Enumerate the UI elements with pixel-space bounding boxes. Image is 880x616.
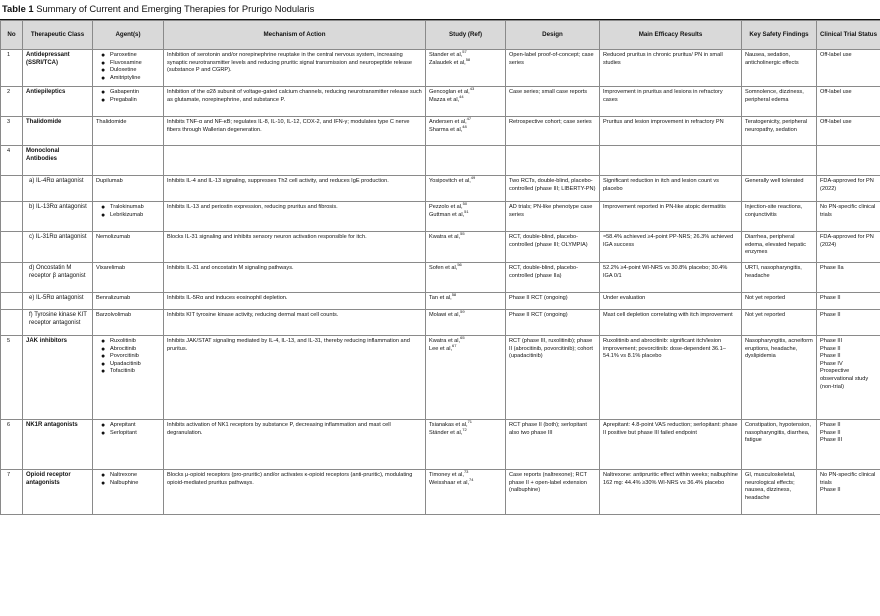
header-study: Study (Ref) [426,21,506,50]
reference-number: 49 [470,175,476,181]
status-line: Phase II [820,429,841,436]
agents-cell [93,470,164,515]
agent-name: Gabapentin [110,89,139,95]
agent-item [101,338,160,346]
design: Case series; small case reports [506,87,600,117]
empty-cell [506,146,600,176]
reference-number: 58 [465,56,471,62]
design: Open-label proof-of-concept; case series [506,50,600,87]
mechanism-of-action: Inhibits IL-5Rα and induces eosinophil depletion. [164,293,426,310]
efficacy-results: Mast cell depletion correlating with itch improvement [600,310,742,336]
agent-name: Paroxetine [110,52,137,58]
agents-list [96,472,160,487]
study-author: Weisshaar et al, [429,479,470,486]
study-author: Ständer et al, [429,429,463,436]
agents-list [96,89,160,104]
reference-number: 43 [469,86,475,92]
safety-findings: Diarrhea, peripheral edema, elevated hepatic enzymes [742,232,817,263]
study-reference [429,123,502,135]
header-agents: Agent(s) [93,21,164,50]
design: RCT, double-blind, placebo-controlled (phase III; OLYMPIA) [506,232,600,263]
therapeutic-class: Opioid receptor antagonists [23,470,93,515]
header-efficacy: Main Efficacy Results [600,21,742,50]
study-reference [429,292,502,303]
header-status: Clinical Trial Status [817,21,880,50]
agent-item [101,67,160,75]
mechanism-of-action: Inhibition of the α2δ subunit of voltage-gated calcium channels, reducing neurotransmitter release such as glutamate, norepinephrine, and substance P. [164,87,426,117]
efficacy-results: 52.2% ≥4-point WI-NRS vs 30.8% placebo; 30.4% IGA 0/1 [600,263,742,293]
row-number: 1 [1,50,23,87]
agent-name: Abrocitinib [110,345,137,352]
safety-findings: Nasopharyngitis, acneiform eruptions, headache, dyslipidemia [742,336,817,420]
bullet-icon: ● [101,353,106,361]
mechanism-of-action: Inhibits IL-31 and oncostatin M signaling pathways. [164,263,426,293]
trial-status: Phase II [817,310,880,336]
therapeutic-class: a) IL-4Rα antagonist [23,176,93,202]
design: RCT phase II (both); serlopitant also two phase III [506,420,600,470]
study-author: Timoney et al, [429,472,464,478]
agent-item [101,360,160,369]
study-reference [429,342,502,354]
header-row [1,21,880,50]
trial-status: Off-label use [817,87,880,117]
row-number [1,263,23,293]
row-number [1,202,23,232]
therapies-table [0,20,880,515]
study-ref [426,87,506,117]
reference-number: 51 [464,208,469,214]
bullet-icon: ● [101,74,106,82]
safety-findings: Generally well tolerated [742,176,817,202]
reference-number: 50 [462,201,468,207]
row-number [1,310,23,336]
study-reference [429,476,502,488]
efficacy-results: Ruxolitinib and abrocitinib: significant itch/lesion improvement; povorcitinib: dose-dependent 36.1–54.1% vs 8.1% placebo [600,336,742,420]
trial-status: Off-label use [817,117,880,146]
study-author: Sofen et al, [429,265,458,271]
mechanism-of-action: Inhibition of serotonin and/or norepinephrine reuptake in the central nervous system, increasing synaptic neurotransmitter levels and reducing pruritic signal transmission and neuropeptide release (substance P and CGRP). [164,50,426,87]
agent-name: Duloxetine [110,67,137,74]
reference-number: 56 [457,262,462,268]
caption-label: Table 1 [2,3,34,14]
agent-name: Tofacitinib [110,368,135,375]
study-ref [426,263,506,293]
bullet-icon: ● [101,52,106,59]
efficacy-results: Reduced pruritus in chronic pruritus/ PN in small studies [600,50,742,87]
efficacy-results: Significant reduction in itch and lesion count vs placebo [600,176,742,202]
study-ref [426,336,506,420]
agent-name: Naltrexone [110,472,138,478]
reference-number: 74 [469,476,474,482]
agent-item [101,353,160,361]
agents-cell: Benralizumab [93,293,164,310]
study-reference [429,86,502,97]
agents-cell [93,50,164,87]
status-line: Phase II [820,487,841,494]
table-row [1,470,880,515]
efficacy-results: ≈58.4% achieved ≥4-point PP-NRS; 26.3% achieved IGA success [600,232,742,263]
bullet-icon: ● [101,211,106,219]
table-row [1,202,880,232]
reference-number: 57 [462,49,467,55]
safety-findings: Constipation, hypotension, nasopharyngitis, diarrhea, fatigue [742,420,817,470]
trial-status [817,420,880,470]
trial-status: No PN-specific clinical trials [817,202,880,232]
mechanism-of-action: Inhibits IL-4 and IL-13 signaling, suppresses Th2 cell activity, and reduces IgE production. [164,176,426,202]
study-ref [426,117,506,146]
safety-findings: Not yet reported [742,293,817,310]
row-number: 3 [1,117,23,146]
agent-name: Tralokinumab [110,204,144,210]
status-line: Phase III [820,437,843,444]
study-author: Zalaudek et al, [429,59,466,66]
therapeutic-class: d) Oncostatin M receptor β antagonist [23,263,93,293]
agent-item [101,472,160,480]
mechanism-of-action: Inhibits KIT tyrosine kinase activity, reducing dermal mast cell counts. [164,310,426,336]
agent-item [101,211,160,220]
bullet-icon: ● [101,67,106,75]
therapeutic-class: e) IL-5Rα antagonist [23,293,93,310]
study-reference [429,262,502,273]
safety-findings: Somnolence, dizziness, peripheral edema [742,87,817,117]
study-reference [429,469,502,480]
safety-findings: GI, musculoskeletal, neurological effects; nausea, dizziness, headache [742,470,817,515]
safety-findings: Nausea, sedation, anticholinergic effects [742,50,817,87]
empty-cell [93,146,164,176]
agents-list [96,338,160,376]
trial-status: Phase II [817,293,880,310]
reference-number: 71 [467,419,473,425]
status-line: Prospective observational study (non-trial) [820,368,869,390]
agent-item [101,96,160,105]
efficacy-results: Pruritus and lesion improvement in refractory PN [600,117,742,146]
agent-item [101,429,160,438]
agent-item [101,479,160,488]
safety-findings: Not yet reported [742,310,817,336]
reference-number: 73 [463,469,469,475]
design: RCT (phase III, ruxolitinib); phase II (abrocitinib, povorcitinib); cohort (upadacitinib) [506,336,600,420]
row-number: 6 [1,420,23,470]
table-row [1,50,880,87]
therapeutic-class: Monoclonal Antibodies [23,146,93,176]
study-ref [426,202,506,232]
empty-cell [742,146,817,176]
design: Two RCTs, double-blind, placebo-controlled (phase III; LIBERTY-PN) [506,176,600,202]
agents-cell: Nemolizumab [93,232,164,263]
status-line: Phase II [820,353,841,360]
empty-cell [164,146,426,176]
study-author: Tsianakas et al, [429,422,468,428]
agent-name: Fluvoxamine [110,59,142,66]
study-author: Yosipovitch et al, [429,178,471,184]
study-ref [426,293,506,310]
bullet-icon: ● [101,360,106,368]
agents-cell [93,87,164,117]
study-reference [429,56,502,68]
reference-number: 67 [452,342,457,348]
header-mechanism: Mechanism of Action [164,21,426,50]
study-author: Guttman et al, [429,211,465,218]
trial-status: FDA-approved for PN (2022) [817,176,880,202]
agents-cell [93,202,164,232]
agent-item [101,368,160,376]
status-line: Phase IV [820,360,843,367]
design: Retrospective cohort; case series [506,117,600,146]
trial-status [817,336,880,420]
therapeutic-class: Antiepileptics [23,87,93,117]
bullet-icon: ● [101,204,106,211]
agent-item [101,422,160,430]
agent-name: Amitriptyline [110,74,141,81]
header-safety: Key Safety Findings [742,21,817,50]
design: Phase II RCT (ongoing) [506,310,600,336]
bullet-icon: ● [101,429,106,437]
efficacy-results: Naltrexone: antipruritic effect within weeks; nalbuphine 162 mg: 44.4% ≥30% WI-NRS vs 36.4% placebo [600,470,742,515]
study-reference [429,335,502,346]
agent-name: Pregabalin [110,96,137,103]
study-reference [429,426,502,438]
agent-item [101,204,160,212]
design: AD trials; PN-like phenotype case series [506,202,600,232]
bullet-icon: ● [101,338,106,345]
row-number: 7 [1,470,23,515]
row-number [1,176,23,202]
agent-name: Aprepitant [110,422,136,428]
study-author: Andersen et al, [429,119,467,125]
mechanism-of-action: Blocks μ-opioid receptors (pro-pruritic) and/or activates κ-opioid receptors (anti-pruritic), modulating opioid-mediated pruritus pathways. [164,470,426,515]
row-number [1,293,23,310]
table-row [1,232,880,263]
reference-number: 48 [462,123,467,129]
bullet-icon: ● [101,479,106,487]
agent-item [101,59,160,68]
agents-list [96,52,160,82]
trial-status [817,470,880,515]
reference-number: 58 [451,292,457,298]
reference-number: 65 [460,335,465,341]
safety-findings: Injection-site reactions, conjunctivitis [742,202,817,232]
trial-status: FDA-approved for PN (2024) [817,232,880,263]
table-row [1,146,880,176]
study-author: Kwatra et al, [429,338,461,344]
table-body [1,50,880,515]
reference-number: 72 [462,426,467,432]
study-ref [426,310,506,336]
bullet-icon: ● [101,59,106,67]
therapeutic-class: c) IL-31Rα antagonist [23,232,93,263]
table-row [1,420,880,470]
study-reference [429,309,502,320]
mechanism-of-action: Inhibits JAK/STAT signaling mediated by IL-4, IL-13, and IL-31, thereby reducing inflammation and pruritus. [164,336,426,420]
safety-findings: Teratogenicity, peripheral neuropathy, sedation [742,117,817,146]
table-caption [0,0,880,20]
status-line: No PN-specific clinical trials [820,472,876,486]
table-row [1,336,880,420]
agents-list [96,204,160,219]
agent-item [101,89,160,97]
status-line: Phase II [820,345,841,352]
design: Case reports (naltrexone); RCT phase II + open-label extension (nalbuphine) [506,470,600,515]
study-ref [426,176,506,202]
study-author: Tan et al, [429,295,452,301]
study-reference [429,175,502,186]
reference-number: 59 [460,309,465,315]
table-row [1,176,880,202]
agents-cell: Vixarelimab [93,263,164,293]
study-author: Kwatra et al, [429,234,461,240]
agent-name: Upadacitinib [110,360,141,367]
agent-item [101,52,160,60]
row-number: 4 [1,146,23,176]
study-author: Pezzolo et al, [429,204,463,210]
study-reference [429,231,502,242]
agent-name: Povorcitinib [110,353,139,360]
study-author: Molawi et al, [429,312,461,318]
empty-cell [817,146,880,176]
therapeutic-class: b) IL-13Rα antagonist [23,202,93,232]
mechanism-of-action: Blocks IL-31 signaling and inhibits sensory neuron activation responsible for itch. [164,232,426,263]
mechanism-of-action: Inhibits TNF-α and NF-κB; regulates IL-8, IL-10, IL-12, COX-2, and IFN-γ; modulates type C nerve fibers through Wallerian degeneration. [164,117,426,146]
empty-cell [600,146,742,176]
agents-cell: Barzolvolimab [93,310,164,336]
bullet-icon: ● [101,345,106,353]
agent-item [101,345,160,354]
table-row [1,310,880,336]
reference-number: 47 [466,116,472,122]
table-row [1,87,880,117]
study-author: Gencoglan et al, [429,89,470,95]
design: Phase II RCT (ongoing) [506,293,600,310]
mechanism-of-action: Inhibits IL-13 and periostin expression, reducing pruritus and fibrosis. [164,202,426,232]
bullet-icon: ● [101,422,106,429]
therapeutic-class: Thalidomide [23,117,93,146]
agents-cell: Dupilumab [93,176,164,202]
status-line: Phase III [820,338,843,344]
table-row [1,117,880,146]
study-author: Stander et al, [429,52,463,58]
therapeutic-class: Antidepressant (SSRI/TCA) [23,50,93,87]
design: RCT, double-blind, placebo-controlled (phase IIa) [506,263,600,293]
bullet-icon: ● [101,472,106,479]
mechanism-of-action: Inhibits activation of NK1 receptors by substance P, decreasing inflammation and mast cell degranulation. [164,420,426,470]
trial-status: Phase IIa [817,263,880,293]
reference-number: 55 [460,231,465,237]
header-therapeutic-class: Therapeutic Class [23,21,93,50]
row-number [1,232,23,263]
study-ref [426,232,506,263]
bullet-icon: ● [101,96,106,104]
efficacy-results: Improvement reported in PN-like atopic dermatitis [600,202,742,232]
agent-name: Lebrikizumab [110,211,144,218]
agents-list [96,422,160,437]
efficacy-results: Aprepitant: 4.8-point VAS reduction; serlopitant: phase II positive but phase III failed endpoint [600,420,742,470]
reference-number: 44 [459,93,464,99]
study-author: Sharma et al, [429,126,463,133]
row-number: 2 [1,87,23,117]
safety-findings: URTI, nasopharyngitis, headache [742,263,817,293]
efficacy-results: Under evaluation [600,293,742,310]
header-design: Design [506,21,600,50]
study-ref [426,50,506,87]
table-row [1,293,880,310]
bullet-icon: ● [101,89,106,96]
agent-name: Nalbuphine [110,479,139,486]
study-reference [429,93,502,105]
study-ref [426,420,506,470]
agents-cell: Thalidomide [93,117,164,146]
agent-name: Serlopitant [110,429,137,436]
therapeutic-class: NK1R antagonists [23,420,93,470]
study-author: Lee et al, [429,345,453,352]
agents-cell [93,336,164,420]
agents-cell [93,420,164,470]
header-no: No [1,21,23,50]
study-author: Mazza et al, [429,96,460,103]
table-row [1,263,880,293]
study-ref [426,470,506,515]
empty-cell [426,146,506,176]
bullet-icon: ● [101,368,106,376]
agent-name: Ruxolitinib [110,338,136,344]
efficacy-results: Improvement in pruritus and lesions in refractory cases [600,87,742,117]
agent-item [101,74,160,83]
therapeutic-class: f) Tyrosine kinase KIT receptor antagonist [23,310,93,336]
row-number: 5 [1,336,23,420]
therapeutic-class: JAK inhibitors [23,336,93,420]
trial-status: Off-label use [817,50,880,87]
status-line: Phase II [820,422,841,428]
caption-title: Summary of Current and Emerging Therapies for Prurigo Nodularis [36,3,315,14]
study-reference [429,208,502,220]
